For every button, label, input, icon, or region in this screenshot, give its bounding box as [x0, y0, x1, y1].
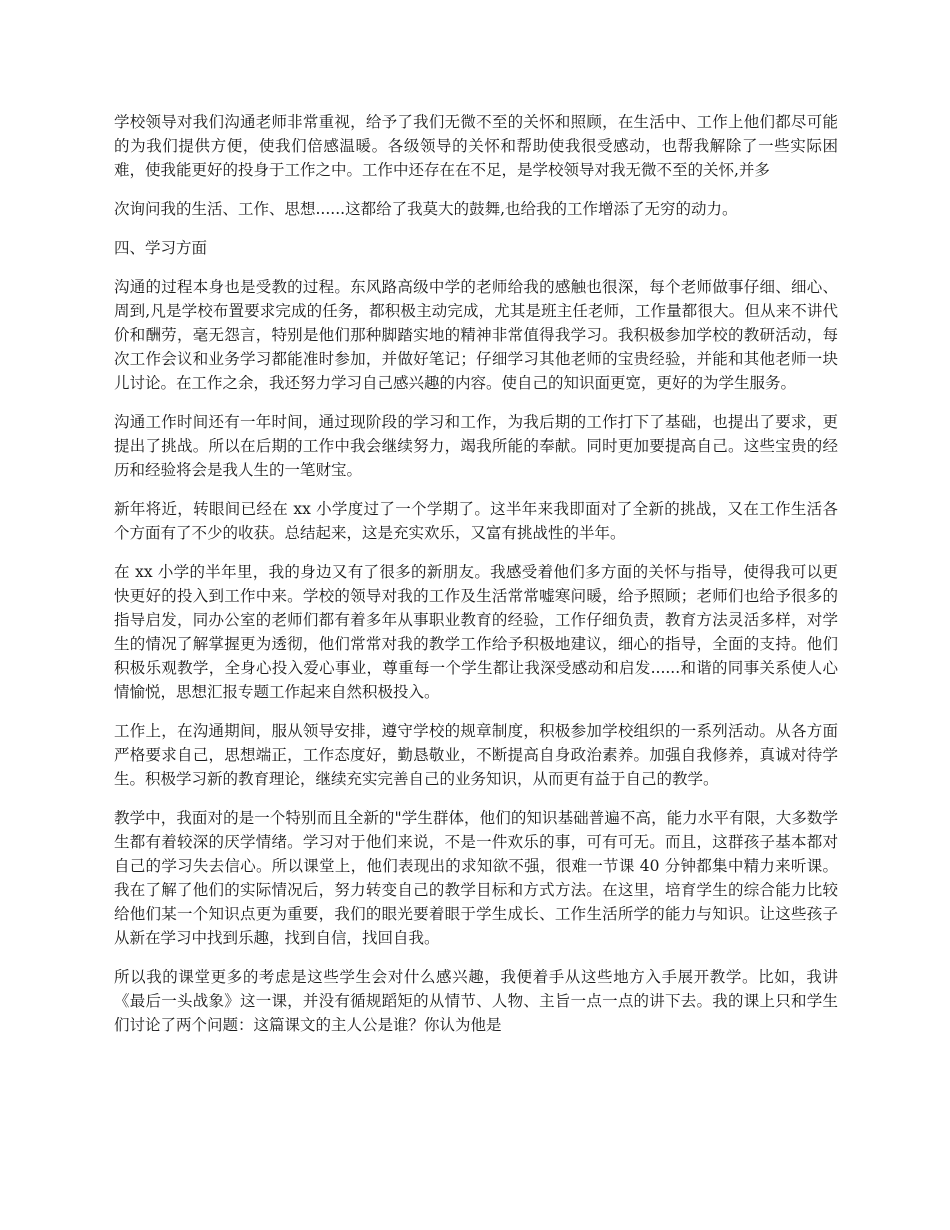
paragraph-new-year: 新年将近，转眼间已经在 xx 小学度过了一个学期了。这半年来我即面对了全新的挑战，又在工作生活各个方面有了不少的收获。总结起来，这是充实欢乐，又富有挑战性的半年。	[114, 500, 838, 542]
paragraph-classroom: 所以我的课堂更多的考虑是这些学生会对什么感兴趣，我便着手从这些地方入手展开教学。比如，我讲《最后一头战象》这一课，并没有循规蹈矩的从情节、人物、主旨一点一点的讲下去。我的课上只和学生们讨论了两个问题：这篇课文的主人公是谁？你认为他是	[114, 968, 838, 1034]
document-page	[114, 110, 838, 1052]
paragraph-future-work: 沟通工作时间还有一年时间，通过现阶段的学习和工作，为我后期的工作打下了基础，也提出了要求，更提出了挑战。所以在后期的工作中我会继续努力，竭我所能的奉献。同时更加要提高自己。这些宝贵的经历和经验将会是我人生的一笔财宝。	[114, 413, 838, 479]
paragraph-learning-process: 沟通的过程本身也是受教的过程。东风路高级中学的老师给我的感触也很深，每个老师做事仔细、细心、周到,凡是学校布置要求完成的任务，都积极主动完成，尤其是班主任老师，工作量都很大。但从来不讲代价和酬劳，毫无怨言，特别是他们那种脚踏实地的精神非常值得我学习。我积极参加学校的教研活动，每次工作会议和业务学习都能准时参加，并做好笔记；仔细学习其他老师的宝贵经验，并能和其他老师一块儿讨论。在工作之余，我还努力学习自己感兴趣的内容。使自己的知识面更宽，更好的为学生服务。	[114, 278, 838, 392]
paragraph-teaching: 教学中，我面对的是一个特别而且全新的"学生群体，他们的知识基础普遍不高，能力水平有限，大多数学生都有着较深的厌学情绪。学习对于他们来说，不是一件欢乐的事，可有可无。而且，这群孩子基本都对自己的学习失去信心。所以课堂上，他们表现出的求知欲不强，很难一节课 40 分钟都集中精力来听课。我在了解了他们的实际情况后，努力转变自己的教学目标和方式方法。在这里，培育学生的综合能力比较给他们某一个知识点更为重要，我们的眼光要着眼于学生成长、工作生活所学的能力与知识。让这些孩子从新在学习中找到乐趣，找到自信，找回自我。	[114, 809, 838, 947]
paragraph-leadership-care: 学校领导对我们沟通老师非常重视，给予了我们无微不至的关怀和照顾，在生活中、工作上他们都尽可能的为我们提供方便，使我们倍感温暖。各级领导的关怀和帮助使我很受感动，也帮我解除了一些实际困难，使我能更好的投身于工作之中。工作中还存在在不足，是学校领导对我无微不至的关怀,并多	[114, 113, 838, 179]
paragraph-new-friends: 在 xx 小学的半年里，我的身边又有了很多的新朋友。我感受着他们多方面的关怀与指导，使得我可以更快更好的投入到工作中来。学校的领导对我的工作及生活常常嘘寒问暖，给予照顾；老师们也给予很多的指导启发，同办公室的老师们都有着多年从事职业教育的经验，工作仔细负责，教育方法灵活多样，对学生的情况了解掌握更为透彻，他们常常对我的教学工作给予积极地建议，细心的指导，全面的支持。他们积极乐观教学，全身心投入爱心事业，尊重每一个学生都让我深受感动和启发......和谐的同事关系使人心情愉悦，思想汇报专题工作起来自然积极投入。	[114, 563, 838, 701]
section-heading-study: 四、学习方面	[114, 239, 208, 257]
paragraph-encouragement: 次询问我的生活、工作、思想......这都给了我莫大的鼓舞,也给我的工作增添了无穷的动力。	[114, 200, 738, 218]
paragraph-work-attitude: 工作上，在沟通期间，服从领导安排，遵守学校的规章制度，积极参加学校组织的一系列活动。从各方面严格要求自己，思想端正，工作态度好，勤恳敬业，不断提高自身政治素养。加强自我修养，真诚对待学生。积极学习新的教育理论，继续充实完善自己的业务知识，从而更有益于自己的教学。	[114, 722, 838, 788]
